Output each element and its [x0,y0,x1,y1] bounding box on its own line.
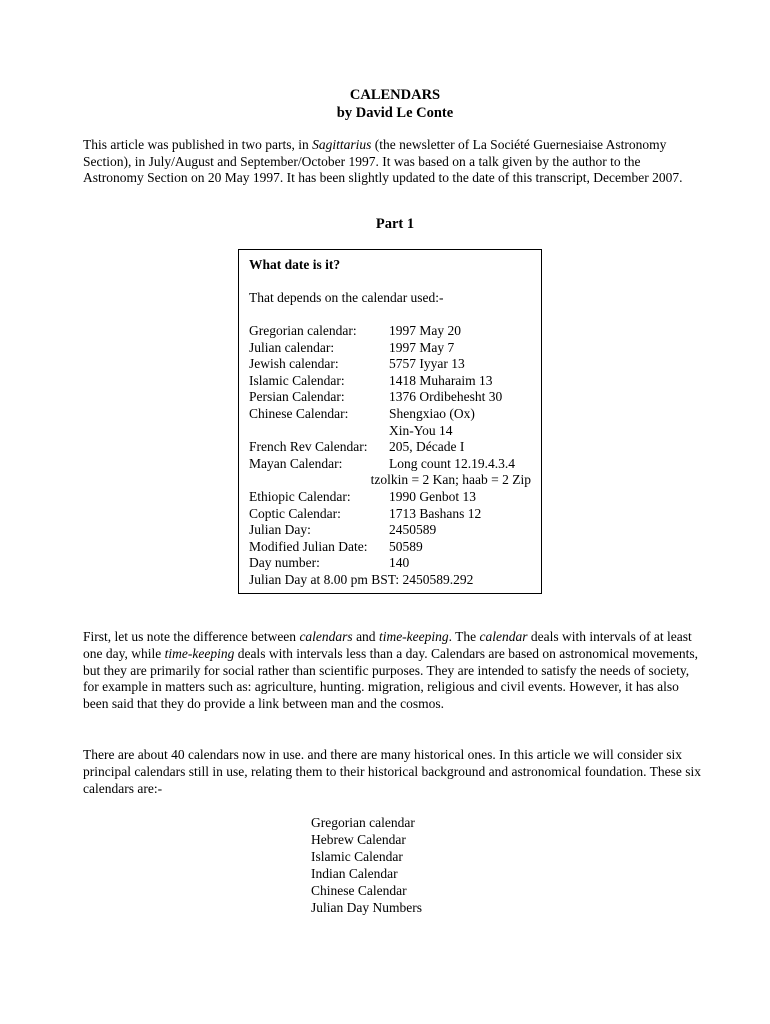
calendar-row-gregorian [249,323,541,340]
calendar-label: Chinese Calendar: [249,405,349,421]
calendar-value: tzolkin = 2 Kan; haab = 2 Zip [370,472,531,488]
calendar-row-islamic [249,373,541,390]
text-run: . The [448,629,480,644]
calendar-label: Jewish calendar: [249,356,339,372]
calendar-row-mjd [249,539,541,556]
part-heading: Part 1 [375,216,415,232]
calendar-row-coptic [249,506,541,523]
calendar-label: Coptic Calendar: [249,505,341,521]
text-run: and [352,629,379,644]
text-run: First, let us note the difference between [83,629,300,644]
calendar-date-list [249,323,541,589]
list-item: Julian Day Numbers [311,899,422,915]
calendar-label: Modified Julian Date: [249,538,368,554]
paragraph-calendars-vs-timekeeping [83,629,703,713]
intro-text-end: (the newsletter of La Société Guernesiaise Astronomy Section), in July/August and September/October 1997. It was based on a talk given by the author to the Astronomy Section on 20 May 1997. It has been slightly updated to the date of this transcript, December 2007. [83,137,683,185]
calendar-row-jewish [249,356,541,373]
list-item: Islamic Calendar [311,848,403,864]
calendar-label: Julian Day: [249,522,311,538]
calendar-label: Day number: [249,555,320,571]
calendar-label: French Rev Calendar: [249,439,368,455]
calendar-label: Ethiopic Calendar: [249,488,351,504]
intro-text-start: This article was published in two parts, in [83,137,313,152]
text-run: deals with intervals less than a day. Calendars are based on astronomical movements, but they are primarily for social rather than scientific purposes. They are intended to satisfy the needs of society, for example in matters such as: agriculture, hunting. migration, religious and civil events. However, it has also been said that they do provide a link between man and the cosmos. [83,645,698,712]
intro-newsletter-name: Sagittarius [312,137,372,152]
byline: by David Le Conte [336,105,454,121]
calendar-label: Julian calendar: [249,339,335,355]
calendar-value: 2450589 [389,522,437,538]
italic-run: time-keeping [378,629,449,644]
calendar-value: 1418 Muharaim 13 [389,372,493,388]
paragraph-calendars-in-use: There are about 40 calendars now in use. and there are many historical ones. In this article we will consider six principal calendars still in use, relating them to their historical background and astronomical foundation. These six calendars are:- [83,747,701,796]
calendar-row-jd-bst [249,572,541,589]
title-block [0,86,770,122]
calendar-value: 1997 May 20 [389,323,461,338]
italic-run: calendar [479,629,528,644]
box-subtitle: That depends on the calendar used:- [249,290,444,305]
calendar-value: 50589 [389,538,423,554]
list-item: Gregorian calendar [311,815,415,830]
calendar-row-chinese [249,406,541,423]
list-item: Chinese Calendar [311,882,407,898]
calendar-value: 2450589.292 [402,571,474,587]
text-run: deals with intervals of at least one day, while [83,629,692,661]
calendar-label: Persian Calendar: [249,389,345,405]
list-item: Hebrew Calendar [311,831,406,847]
calendar-value: 5757 Iyyar 13 [389,356,465,372]
calendar-label: Gregorian calendar: [249,323,357,338]
calendar-row-french [249,439,541,456]
calendar-row-chinese-cont [249,423,541,440]
calendar-value: Long count 12.19.4.3.4 [389,455,515,471]
calendar-row-julian [249,340,541,357]
calendar-row-ethiopic [249,489,541,506]
calendar-value: 140 [389,555,410,571]
calendar-label: Islamic Calendar: [249,372,345,388]
calendar-row-julian-day [249,522,541,539]
calendar-row-day-number [249,555,541,572]
italic-run: calendars [299,629,353,644]
calendar-value: 1713 Bashans 12 [389,505,482,521]
calendar-row-mayan-cont [249,472,541,489]
calendar-value: Xin-You 14 [389,422,453,438]
calendar-value: 205, Décade I [389,439,465,455]
calendar-value: Shengxiao (Ox) [389,405,475,421]
calendar-row-mayan [249,456,541,473]
calendar-label: Julian Day at 8.00 pm BST: [249,571,400,587]
list-item: Indian Calendar [311,865,398,881]
calendar-value: 1997 May 7 [389,339,455,355]
calendar-label: Mayan Calendar: [249,455,343,471]
date-box [238,249,542,594]
calendar-row-persian [249,389,541,406]
calendar-value: 1376 Ordibehesht 30 [389,389,503,405]
box-title: What date is it? [249,257,341,272]
page-title: CALENDARS [349,87,441,103]
six-calendars-list [311,815,422,916]
intro-paragraph [83,137,693,187]
italic-run: time-keeping [164,645,235,661]
calendar-value: 1990 Genbot 13 [389,488,476,504]
